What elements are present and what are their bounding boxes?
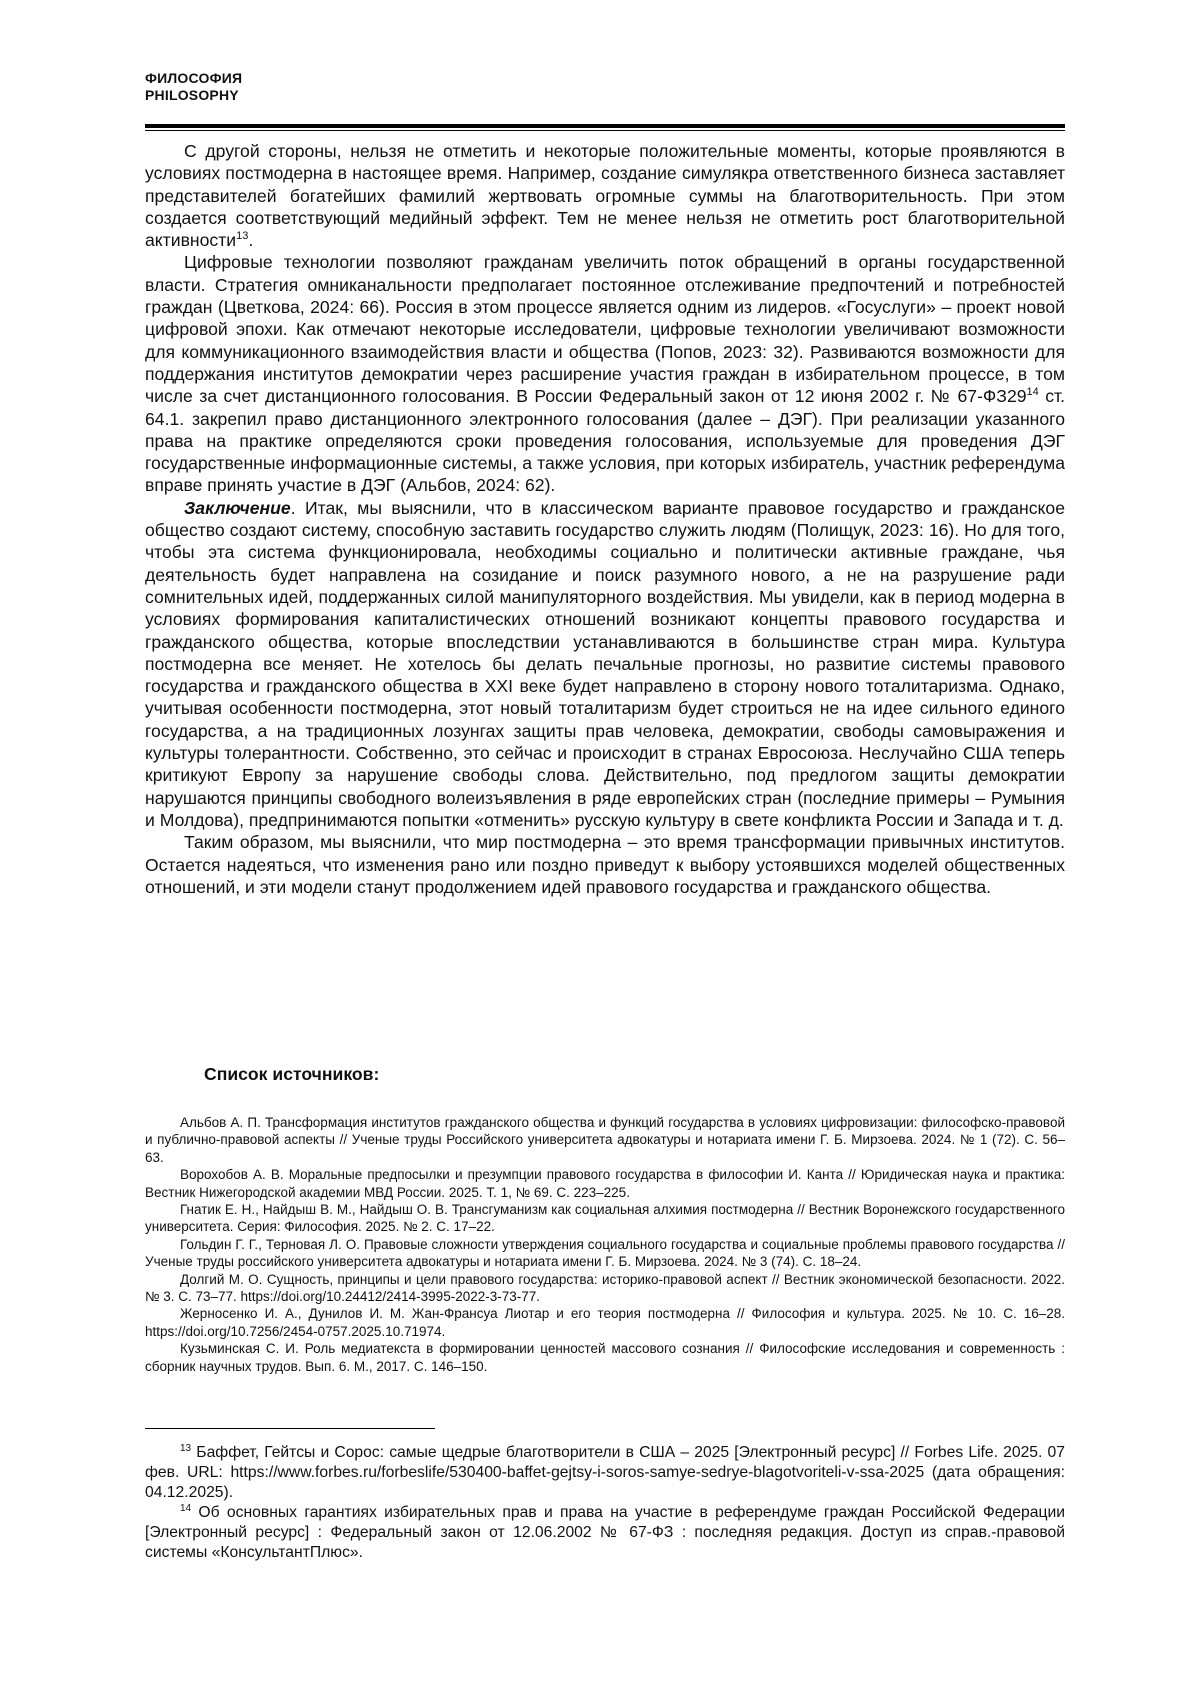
- main-text: [145, 140, 1065, 898]
- footnote-separator: [145, 1428, 435, 1429]
- reference-item: Гольдин Г. Г., Терновая Л. О. Правовые сложности утверждения социального государства и социальные проблемы правового государства // Ученые труды российского университета адвокатуры и нотариата имени Г. Б. Мирзоева. 2024. № 3 (74). С. 18–24.: [145, 1236, 1065, 1270]
- footnote-number: 14: [180, 1502, 192, 1514]
- paragraph: С другой стороны, нельзя не отметить и некоторые положительные моменты, которые проявляются в условиях постмодерна в настоящее время. Например, создание симулякра ответственного бизнеса заставляет представителей богатейших фамилий жертвовать огромные суммы на благотворительность. При этом создается соответствующий медийный эффект. Тем не менее нельзя не отметить рост благотворительной активности$^{13}$.: [145, 141, 1065, 251]
- reference-item: Кузьминская С. И. Роль медиатекста в формировании ценностей массового сознания // Философские исследования и современность : сборник научных трудов. Вып. 6. М., 2017. С. 146–150.: [145, 1341, 1065, 1374]
- footnote-ref-13[interactable]: 13: [236, 230, 249, 243]
- header-rule-thin: [145, 130, 1065, 131]
- header-title-ru: ФИЛОСОФИЯ: [145, 70, 243, 86]
- reference-item: Ворохобов А. В. Моральные предпосылки и презумпции правового государства в философии И. Канта // Юридическая наука и практика: Вестник Нижегородской академии МВД России. 2025. Т. 1, № 69. С. 223–225.: [145, 1167, 1065, 1200]
- footnote-ref-14[interactable]: 14: [1026, 386, 1039, 399]
- footnote-number: 13: [180, 1442, 192, 1454]
- references-list: [145, 1114, 1065, 1375]
- references-title: Список источников:: [204, 1064, 380, 1084]
- reference-item: Жерносенко И. А., Дунилов И. М. Жан-Франсуа Лиотар и его теория постмодерна // Философия и культура. 2025. № 10. С. 16–28. https://doi.org/10.7256/2454-0757.2025.10.71974.: [145, 1306, 1065, 1339]
- reference-item: Гнатик Е. Н., Найдыш В. М., Найдыш О. В. Трансгуманизм как социальная алхимия постмодерна // Вестник Воронежского государственного университета. Серия: Философия. 2025. № 2. С. 17–22.: [145, 1202, 1065, 1235]
- paragraph-conclusion: Заключение. Итак, мы выяснили, что в классическом варианте правовое государство и гражданское общество создают систему, способную заставить государство служить людям (Полищук, 2023: 16). Но для того, чтобы эта система функционировала, необходимы социально и политически активные граждане, чья деятельность будет направлена на созидание и поиск разумного нового, а не на разрушение ради сомнительных идей, поддержанных силой манипуляторного воздействия. Мы увидели, как в период модерна в условиях формирования капиталистических отношений возникают концепты правового государства и гражданского общества, которые впоследствии устанавливаются в большинстве стран мира. Культура постмодерна все меняет. Не хотелось бы делать печальные прогнозы, но развитие системы правового государства и гражданского общества в XXI веке будет направлено в сторону нового тоталитаризма. Однако, учитывая особенности постмодерна, этот новый тоталитаризм будет строиться не на идее сильного единого государства, а на традиционных лозунгах защиты прав человека, демократии, свободы самовыражения и культуры толерантности. Собственно, это сейчас и происходит в странах Евросоюза. Неслучайно США теперь критикуют Европу за нарушение свободы слова. Действительно, под предлогом защиты демократии нарушаются принципы свободного волеизъявления в ряде европейских стран (последние примеры – Румыния и Молдова), предпринимаются попытки «отменить» русскую культуру в свете конфликта России и Запада и т. д.: [145, 497, 1065, 830]
- running-header: [145, 70, 242, 104]
- header-title-en: PHILOSOPHY: [145, 87, 239, 103]
- conclusion-heading: Заключение: [184, 497, 291, 518]
- reference-item: Долгий М. О. Сущность, принципы и цели правового государства: историко-правовой аспект // Вестник экономической безопасности. 2022. № 3. С. 73–77. https://doi.org/10.24412/2414-3995-2022-3-73-77.: [145, 1271, 1065, 1305]
- footnote-13: $^{13}$ Баффет, Гейтсы и Сорос: самые щедрые благотворители в США – 2025 [Электронный ресурс] // Forbes Life. 2025. 07 фев. URL: https://www.forbes.ru/forbeslife/530400-baffet-gejtsy-i-soros-samye-sedrye-blagotvoriteli-v-ssa-2025 (дата обращения: 04.12.2025).: [145, 1442, 1065, 1501]
- footnotes: [145, 1443, 1065, 1563]
- paragraph: Цифровые технологии позволяют гражданам увеличить поток обращений в органы государственной власти. Стратегия омниканальности предполагает постоянное отслеживание предпочтений и потребностей граждан (Цветкова, 2024: 66). Россия в этом процессе является одним из лидеров. «Госуслуги» – проект новой цифровой эпохи. Как отмечают некоторые исследователи, цифровые технологии увеличивают возможности для коммуникационного взаимодействия власти и общества (Попов, 2023: 32). Развиваются возможности для поддержания институтов демократии через расширение участия граждан в избирательном процессе, в том числе за счет дистанционного голосования. В России Федеральный закон от 12 июня 2002 г. № $67-ФЗ29^{14}$ ст. 64.1. закрепил право дистанционного электронного голосования (далее – ДЭГ). При реализации указанного права на практике определяются сроки проведения голосования, используемые для проведения ДЭГ государственные информационные системы, а также условия, при которых избиратель, участник референдума вправе принять участие в ДЭГ (Альбов, 2024: 62).: [145, 252, 1065, 496]
- footnote-14: $^{14}$ Об основных гарантиях избирательных прав и права на участие в референдуме граждан Российской Федерации [Электронный ресурс] : Федеральный закон от 12.06.2002 № 67-ФЗ : последняя редакция. Доступ из справ.-правовой системы «КонсультантПлюс».: [145, 1502, 1065, 1561]
- header-rule-thick: [145, 124, 1065, 128]
- paragraph: Таким образом, мы выяснили, что мир постмодерна – это время трансформации привычных институтов. Остается надеяться, что изменения рано или поздно приведут к выбору устоявшихся моделей общественных отношений, и эти модели станут продолжением идей правового государства и гражданского общества.: [145, 832, 1065, 897]
- reference-item: Альбов А. П. Трансформация институтов гражданского общества и функций государства в условиях цифровизации: философско-правовой и публично-правовой аспекты // Ученые труды Российского университета адвокатуры и нотариата имени Г. Б. Мирзоева. 2024. № 1 (72). С. 56–63.: [145, 1115, 1065, 1165]
